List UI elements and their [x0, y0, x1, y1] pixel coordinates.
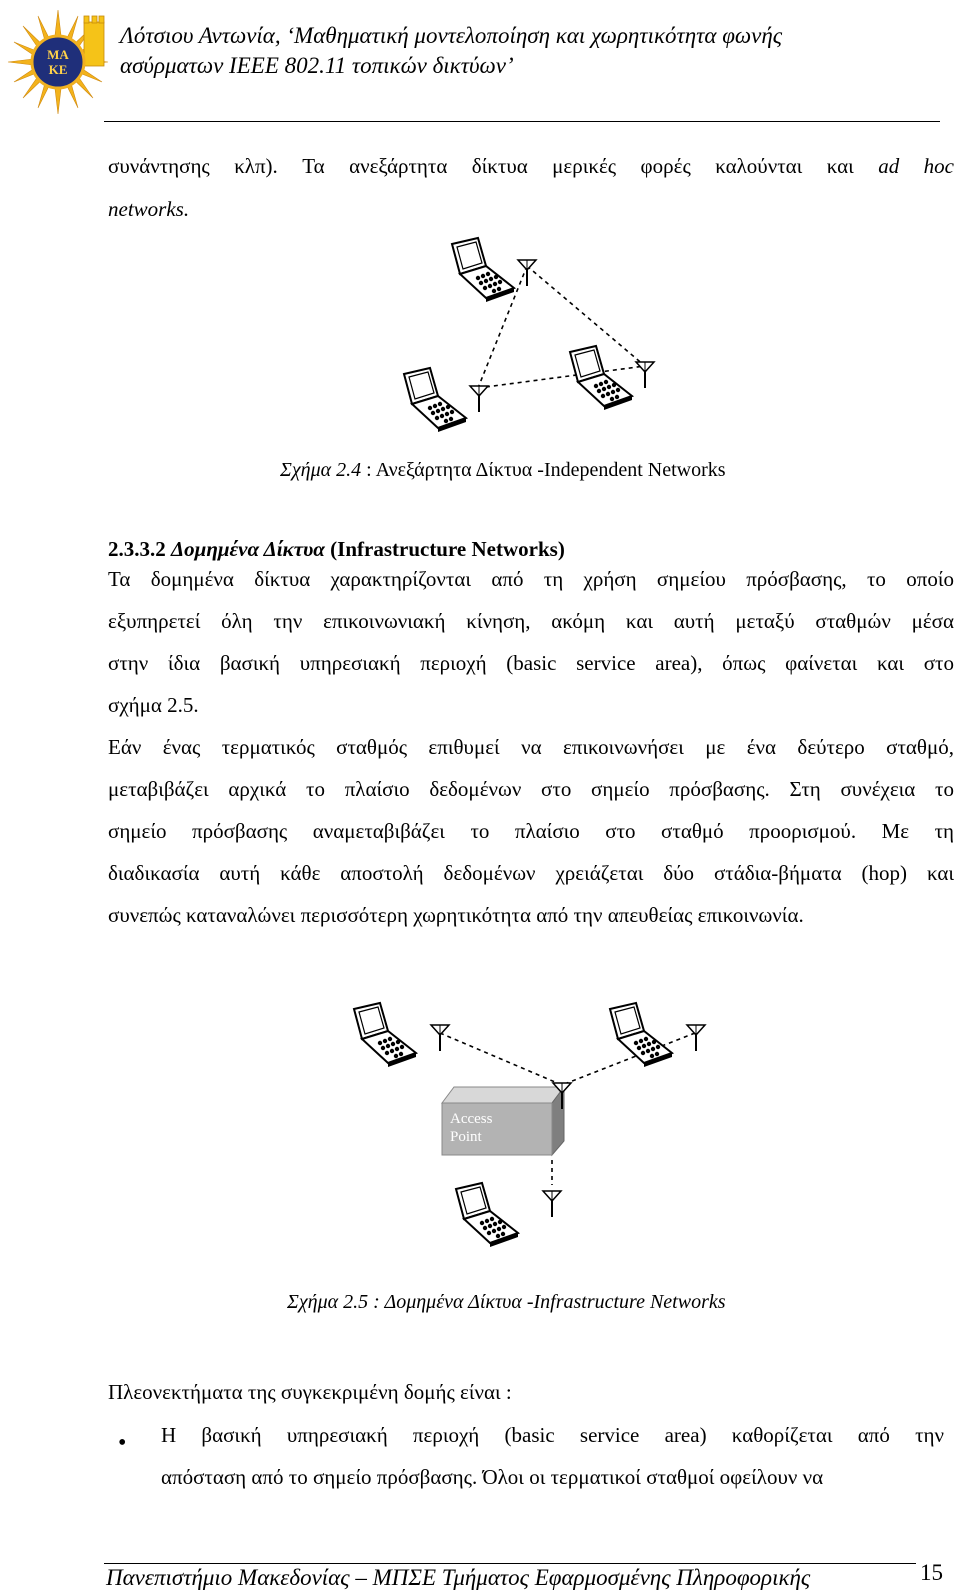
- header-divider: [104, 121, 940, 122]
- figure2-caption: Σχήμα 2.5 : Δομημένα Δίκτυα -Infrastructure Networks: [287, 1291, 726, 1313]
- para1-line: στην ίδια βασική υπηρεσιακή περιοχή (basic service area), όπως φαίνεται και στο: [108, 651, 954, 675]
- bullet-symbol: •: [118, 1430, 127, 1456]
- header-title-line1: Λότσιου Αντωνία, ‘Μαθηματική μοντελοποίηση και χωρητικότητα φωνής: [120, 23, 783, 48]
- figure-infrastructure-networks: [330, 995, 730, 1265]
- intro-line-2: networks.: [108, 197, 190, 221]
- svg-text:ΚΕ: ΚΕ: [48, 62, 68, 77]
- header-title-line2: ασύρματων IEEE 802.11 τοπικών δικτύων’: [120, 53, 514, 78]
- para2-line: Εάν ένας τερματικός σταθμός επιθυμεί να επικοινωνήσει με ένα δεύτερο σταθμό,: [108, 735, 954, 759]
- figure-independent-networks: [380, 228, 680, 438]
- para1-line: σχήμα 2.5.: [108, 693, 199, 717]
- laptop-icon: [570, 346, 632, 410]
- figure1-caption: Σχήμα 2.4 : Ανεξάρτητα Δίκτυα -Independent Networks: [280, 459, 726, 481]
- para2-line: σημείο πρόσβασης αναμεταβιβάζει το πλαίσιο στο σταθμό προορισμού. Με τη: [108, 819, 954, 843]
- laptop-icon: [610, 1003, 672, 1067]
- antenna-icon: [543, 1191, 561, 1217]
- para2-line: μεταβιβάζει αρχικά το πλαίσιο δεδομένων στο σημείο πρόσβασης. Στη συνέχεια το: [108, 777, 954, 801]
- laptop-icon: [404, 368, 466, 432]
- para2-line: συνεπώς καταναλώνει περισσότερη χωρητικότητα από την απευθείας επικοινωνία.: [108, 903, 804, 927]
- footer-divider: [104, 1563, 916, 1564]
- para2-line: διαδικασία αυτή κάθε αποστολή δεδομένων χρειάζεται δύο στάδια-βήματα (hop) και: [108, 861, 954, 885]
- antenna-icon: [431, 1025, 449, 1051]
- page-number: 15: [920, 1560, 943, 1585]
- advantages-intro: Πλεονεκτήματα της συγκεκριμένη δομής είναι :: [108, 1380, 512, 1404]
- para1-line: Τα δομημένα δίκτυα χαρακτηρίζονται από τη χρήση σημείου πρόσβασης, το οποίο: [108, 567, 954, 591]
- bullet1-line2: απόσταση από το σημείο πρόσβασης. Όλοι οι τερματικοί σταθμοί οφείλουν να: [161, 1465, 824, 1489]
- antenna-icon: [470, 386, 488, 412]
- castle-towers-icon: [84, 16, 104, 66]
- laptop-icon: [452, 238, 514, 302]
- access-point-box: [442, 1087, 564, 1155]
- para1-line: εξυπηρετεί όλη την επικοινωνιακή κίνηση, ακόμη και αυτή μεταξύ σταθμών μέσα: [108, 609, 954, 633]
- footer-university: Πανεπιστήμιο Μακεδονίας – ΜΠΣΕ Τμήματος Εφαρμοσμένης Πληροφορικής: [106, 1565, 811, 1590]
- access-point-label-line1: Access: [450, 1111, 493, 1127]
- access-point-label-line2: Point: [450, 1129, 482, 1145]
- logo-monogram: ΜΑ: [47, 47, 69, 62]
- section-heading: 2.3.3.2 Δομημένα Δίκτυα (Infrastructure Networks): [108, 537, 565, 561]
- bullet1-line1: Η βασική υπηρεσιακή περιοχή (basic service area) καθορίζεται από την: [161, 1423, 944, 1447]
- intro-line-1: συνάντησης κλπ). Τα ανεξάρτητα δίκτυα μερικές φορές καλούνται και ad hoc: [108, 154, 954, 178]
- laptop-icon: [456, 1183, 518, 1247]
- university-logo: [6, 4, 110, 120]
- antenna-icon: [636, 362, 654, 388]
- laptop-icon: [354, 1003, 416, 1067]
- antenna-icon: [687, 1025, 705, 1051]
